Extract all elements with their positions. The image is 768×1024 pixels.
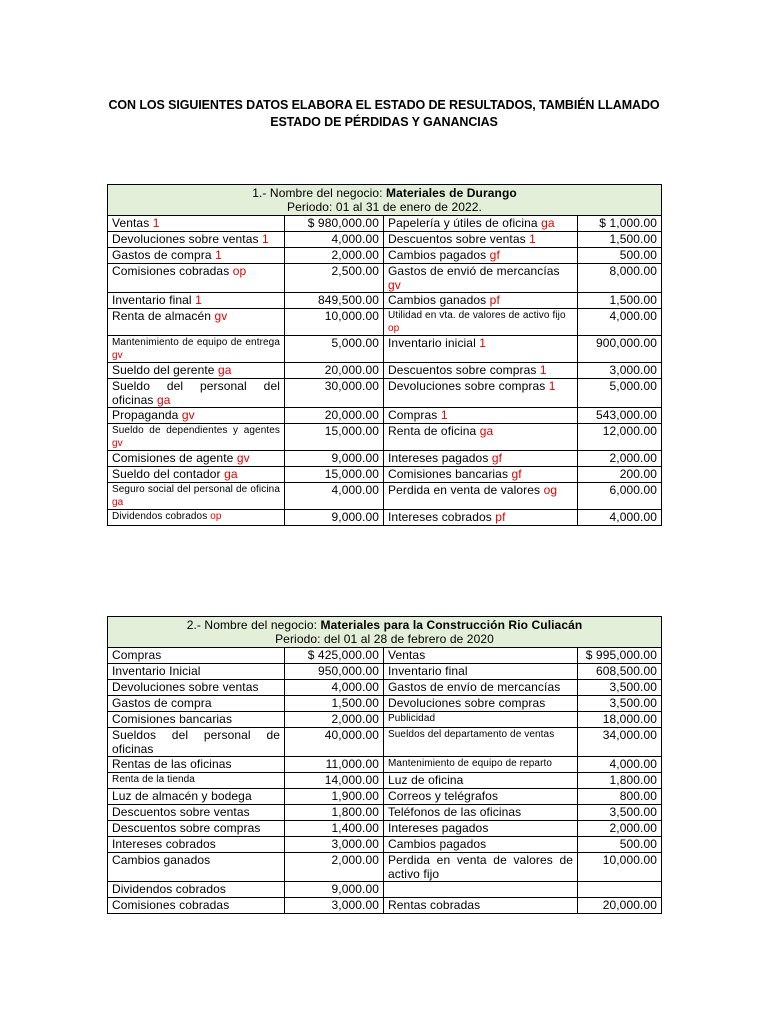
right-concept — [384, 712, 578, 728]
concept-label: Mantenimiento de equipo de entrega — [112, 337, 280, 348]
concept-label: Devoluciones sobre compras — [388, 696, 546, 710]
right-concept — [384, 309, 578, 336]
classification-tag: ga — [217, 363, 232, 377]
right-concept — [384, 837, 578, 853]
concept-label: Devoluciones sobre ventas — [112, 680, 259, 694]
left-amount: 3,000.00 — [285, 837, 384, 853]
classification-tag: 1 — [529, 232, 536, 246]
table-row — [108, 837, 662, 853]
right-concept — [384, 728, 578, 757]
business-name-prefix: 2.- Nombre del negocio: — [186, 618, 321, 632]
right-amount: 4,000.00 — [578, 757, 662, 773]
left-amount: 9,000.00 — [285, 882, 384, 898]
left-amount: 2,000.00 — [285, 712, 384, 728]
table-materiales-construccion-rio-culiacan — [107, 616, 662, 914]
table-row — [108, 712, 662, 728]
classification-tag: gv — [236, 451, 250, 465]
left-amount: 40,000.00 — [285, 728, 384, 757]
right-amount: 900,000.00 — [578, 336, 662, 363]
table-row — [108, 648, 662, 664]
right-amount: 1,800.00 — [578, 773, 662, 789]
left-amount: 4,000.00 — [285, 680, 384, 696]
left-concept — [108, 805, 285, 821]
concept-label: Rentas de las oficinas — [112, 757, 232, 771]
classification-tag: 1 — [548, 379, 556, 393]
right-amount: 2,000.00 — [578, 451, 662, 467]
classification-tag: op — [388, 323, 400, 334]
right-amount: 500.00 — [578, 248, 662, 264]
concept-label: Sueldo del personal del oficinas — [112, 379, 280, 407]
table-row — [108, 805, 662, 821]
concept-label: Seguro social del personal de oficina — [112, 484, 280, 495]
left-amount: 1,500.00 — [285, 696, 384, 712]
right-amount: 1,500.00 — [578, 232, 662, 248]
right-concept — [384, 216, 578, 232]
business-header — [108, 617, 662, 648]
left-amount: 2,000.00 — [285, 853, 384, 882]
left-concept — [108, 789, 285, 805]
concept-label: Sueldo del gerente — [112, 363, 215, 377]
left-concept — [108, 680, 285, 696]
right-concept — [384, 821, 578, 837]
concept-label: Utilidad en vta. de valores de activo fijo — [388, 310, 566, 321]
left-concept — [108, 293, 285, 309]
concept-label: Descuentos sobre compras — [112, 821, 261, 835]
right-concept — [384, 363, 578, 379]
left-concept — [108, 821, 285, 837]
concept-label: Cambios ganados — [112, 853, 211, 867]
classification-tag: gv — [181, 408, 195, 422]
left-amount: 15,000.00 — [285, 467, 384, 483]
concept-label: Devoluciones sobre ventas — [112, 232, 259, 246]
concept-label: Gastos de compra — [112, 696, 212, 710]
concept-label: Comisiones bancarias — [388, 467, 509, 481]
left-concept — [108, 853, 285, 882]
classification-tag: 1 — [215, 248, 222, 262]
concept-label: Comisiones de agente — [112, 451, 234, 465]
right-amount: 6,000.00 — [578, 483, 662, 510]
left-concept — [108, 696, 285, 712]
left-concept — [108, 379, 285, 408]
right-amount: 3,500.00 — [578, 805, 662, 821]
table-row — [108, 789, 662, 805]
classification-tag: 1 — [195, 293, 202, 307]
right-amount: 4,000.00 — [578, 309, 662, 336]
classification-tag: 1 — [440, 408, 448, 422]
table-row — [108, 510, 662, 526]
classification-tag: ga — [541, 216, 555, 230]
left-concept — [108, 336, 285, 363]
left-amount: 4,000.00 — [285, 483, 384, 510]
business-name-prefix: 1.- Nombre del negocio: — [252, 186, 386, 200]
concept-label: Perdida en venta de valores — [388, 483, 541, 497]
concept-label: Intereses cobrados — [112, 837, 216, 851]
right-amount: $ 995,000.00 — [578, 648, 662, 664]
concept-label: Intereses pagados — [388, 821, 489, 835]
concept-label: Dividendos cobrados — [112, 511, 208, 522]
concept-label: Dividendos cobrados — [112, 882, 226, 896]
page-heading: CON LOS SIGUIENTES DATOS ELABORA EL ESTADO DE RESULTADOS, TAMBIÉN LLAMADO ESTADO DE PÉRDIDAS Y GANANCIAS — [108, 98, 660, 129]
concept-label: Cambios pagados — [388, 248, 487, 262]
concept-label: Mantenimiento de equipo de reparto — [388, 758, 553, 769]
left-concept — [108, 408, 285, 424]
concept-label: Luz de oficina — [388, 773, 464, 787]
concept-label: Compras — [112, 648, 162, 662]
right-concept — [384, 248, 578, 264]
left-amount: 20,000.00 — [285, 363, 384, 379]
left-amount: $ 425,000.00 — [285, 648, 384, 664]
concept-label: Correos y telégrafos — [388, 789, 499, 803]
classification-tag: gv — [112, 350, 123, 361]
business-header — [108, 185, 662, 216]
left-amount: 2,500.00 — [285, 264, 384, 293]
right-amount: 3,000.00 — [578, 363, 662, 379]
business-name: Materiales de Durango — [386, 186, 517, 200]
left-concept — [108, 898, 285, 914]
table-row — [108, 232, 662, 248]
table-header-row — [108, 185, 662, 216]
concept-label: Comisiones cobradas — [112, 898, 230, 912]
concept-label: Intereses pagados — [388, 451, 489, 465]
right-amount: 18,000.00 — [578, 712, 662, 728]
table-row — [108, 309, 662, 336]
table-row — [108, 728, 662, 757]
classification-tag: pf — [489, 293, 500, 307]
left-amount: 1,400.00 — [285, 821, 384, 837]
right-amount: 20,000.00 — [578, 898, 662, 914]
right-concept — [384, 264, 578, 293]
concept-label: Inventario final — [388, 664, 468, 678]
table-row — [108, 853, 662, 882]
right-amount: 800.00 — [578, 789, 662, 805]
right-amount — [578, 882, 662, 898]
right-concept — [384, 853, 578, 882]
right-amount: 3,500.00 — [578, 696, 662, 712]
left-amount: 20,000.00 — [285, 408, 384, 424]
table-row — [108, 293, 662, 309]
concept-label: Rentas cobradas — [388, 898, 481, 912]
left-amount: 14,000.00 — [285, 773, 384, 789]
left-concept — [108, 248, 285, 264]
left-concept — [108, 483, 285, 510]
classification-tag: 1 — [262, 232, 269, 246]
left-concept — [108, 648, 285, 664]
left-concept — [108, 882, 285, 898]
concept-label: Descuentos sobre ventas — [112, 805, 250, 819]
right-concept — [384, 293, 578, 309]
right-concept — [384, 648, 578, 664]
table-row — [108, 483, 662, 510]
concept-label: Sueldo de dependientes y agentes — [112, 425, 280, 436]
concept-label: Inventario Inicial — [112, 664, 201, 678]
left-concept — [108, 216, 285, 232]
table-row — [108, 821, 662, 837]
right-concept — [384, 467, 578, 483]
classification-tag: pf — [495, 510, 506, 524]
concept-label: Descuentos sobre ventas — [388, 232, 526, 246]
left-concept — [108, 510, 285, 526]
right-amount: 3,500.00 — [578, 680, 662, 696]
table-row — [108, 216, 662, 232]
left-amount: 9,000.00 — [285, 510, 384, 526]
left-concept — [108, 363, 285, 379]
concept-label: Ventas — [112, 216, 150, 230]
left-concept — [108, 728, 285, 757]
left-amount: 3,000.00 — [285, 898, 384, 914]
concept-label: Gastos de compra — [112, 248, 212, 262]
right-concept — [384, 379, 578, 408]
right-concept — [384, 773, 578, 789]
left-amount: 1,800.00 — [285, 805, 384, 821]
right-concept — [384, 424, 578, 451]
period: Periodo: del 01 al 28 de febrero de 2020 — [275, 632, 494, 646]
table-row — [108, 451, 662, 467]
classification-tag: gv — [388, 278, 401, 292]
left-concept — [108, 712, 285, 728]
left-concept — [108, 757, 285, 773]
table-row — [108, 664, 662, 680]
classification-tag: gf — [511, 467, 522, 481]
left-amount: 950,000.00 — [285, 664, 384, 680]
concept-label: Sueldo del contador — [112, 467, 221, 481]
table-row — [108, 680, 662, 696]
concept-label: Ventas — [388, 648, 426, 662]
table-row — [108, 773, 662, 789]
left-amount: 9,000.00 — [285, 451, 384, 467]
table-row — [108, 882, 662, 898]
left-concept — [108, 424, 285, 451]
concept-label: Gastos de envío de mercancías — [388, 680, 561, 694]
concept-label: Teléfonos de las oficinas — [388, 805, 522, 819]
classification-tag: 1 — [539, 363, 547, 377]
left-amount: 1,900.00 — [285, 789, 384, 805]
concept-label: Perdida en venta de valores de activo fijo — [388, 853, 573, 881]
classification-tag: gf — [489, 248, 500, 262]
left-amount: $ 980,000.00 — [285, 216, 384, 232]
right-amount: 34,000.00 — [578, 728, 662, 757]
table-row — [108, 248, 662, 264]
left-amount: 15,000.00 — [285, 424, 384, 451]
right-concept — [384, 451, 578, 467]
right-concept — [384, 680, 578, 696]
classification-tag: op — [210, 511, 222, 522]
table-row — [108, 696, 662, 712]
left-amount: 11,000.00 — [285, 757, 384, 773]
classification-tag: ga — [479, 424, 494, 438]
concept-label: Cambios pagados — [388, 837, 487, 851]
table-row — [108, 408, 662, 424]
concept-label: Descuentos sobre compras — [388, 363, 537, 377]
table-row — [108, 336, 662, 363]
table-row — [108, 424, 662, 451]
right-amount: 1,500.00 — [578, 293, 662, 309]
classification-tag: op — [232, 264, 247, 278]
right-amount: 608,500.00 — [578, 664, 662, 680]
right-concept — [384, 408, 578, 424]
right-concept — [384, 882, 578, 898]
concept-label: Renta de almacén — [112, 309, 211, 323]
concept-label: Inventario inicial — [388, 336, 476, 350]
table-materiales-de-durango — [107, 184, 662, 526]
concept-label: Renta de la tienda — [112, 774, 195, 785]
table-header-row — [108, 617, 662, 648]
left-concept — [108, 264, 285, 293]
concept-label: Sueldos del personal de oficinas — [112, 728, 280, 756]
right-concept — [384, 483, 578, 510]
table-row — [108, 264, 662, 293]
concept-label: Inventario final — [112, 293, 192, 307]
right-amount: 4,000.00 — [578, 510, 662, 526]
table-row — [108, 757, 662, 773]
right-concept — [384, 898, 578, 914]
concept-label: Sueldos del departamento de ventas — [388, 729, 555, 740]
right-concept — [384, 232, 578, 248]
classification-tag: og — [543, 483, 558, 497]
concept-label: Devoluciones sobre compras — [388, 379, 546, 393]
concept-label: Papelería y útiles de oficina — [388, 216, 538, 230]
classification-tag: gv — [214, 309, 228, 323]
concept-label: Publicidad — [388, 713, 436, 724]
left-amount: 10,000.00 — [285, 309, 384, 336]
right-amount: 5,000.00 — [578, 379, 662, 408]
left-concept — [108, 664, 285, 680]
concept-label: Luz de almacén y bodega — [112, 789, 252, 803]
left-amount: 2,000.00 — [285, 248, 384, 264]
left-amount: 30,000.00 — [285, 379, 384, 408]
right-concept — [384, 510, 578, 526]
right-amount: 543,000.00 — [578, 408, 662, 424]
business-name: Materiales para la Construcción Rio Culiacán — [320, 618, 583, 632]
classification-tag: gf — [491, 451, 503, 465]
concept-label: Renta de oficina — [388, 424, 477, 438]
classification-tag: 1 — [479, 336, 487, 350]
left-concept — [108, 773, 285, 789]
concept-label: Compras — [388, 408, 438, 422]
concept-label: Intereses cobrados — [388, 510, 492, 524]
left-concept — [108, 837, 285, 853]
right-amount: $ 1,000.00 — [578, 216, 662, 232]
table-row — [108, 467, 662, 483]
classification-tag: 1 — [152, 216, 160, 230]
classification-tag: ga — [156, 393, 171, 407]
concept-label: Comisiones cobradas — [112, 264, 230, 278]
right-amount: 12,000.00 — [578, 424, 662, 451]
left-concept — [108, 232, 285, 248]
right-concept — [384, 789, 578, 805]
classification-tag: ga — [112, 497, 124, 508]
right-amount: 8,000.00 — [578, 264, 662, 293]
concept-label: Gastos de envió de mercancías — [388, 264, 560, 278]
table-row — [108, 379, 662, 408]
classification-tag: gv — [112, 438, 123, 449]
right-concept — [384, 664, 578, 680]
right-amount: 2,000.00 — [578, 821, 662, 837]
concept-label: Comisiones bancarias — [112, 712, 233, 726]
right-concept — [384, 696, 578, 712]
left-amount: 4,000.00 — [285, 232, 384, 248]
right-concept — [384, 805, 578, 821]
right-amount: 10,000.00 — [578, 853, 662, 882]
concept-label: Cambios ganados — [388, 293, 487, 307]
table-row — [108, 898, 662, 914]
left-amount: 5,000.00 — [285, 336, 384, 363]
left-concept — [108, 309, 285, 336]
left-amount: 849,500.00 — [285, 293, 384, 309]
classification-tag: ga — [224, 467, 238, 481]
left-concept — [108, 451, 285, 467]
period: Periodo: 01 al 31 de enero de 2022. — [287, 200, 482, 214]
right-amount: 200.00 — [578, 467, 662, 483]
right-amount: 500.00 — [578, 837, 662, 853]
table-row — [108, 363, 662, 379]
right-concept — [384, 757, 578, 773]
right-concept — [384, 336, 578, 363]
concept-label: Propaganda — [112, 408, 179, 422]
left-concept — [108, 467, 285, 483]
